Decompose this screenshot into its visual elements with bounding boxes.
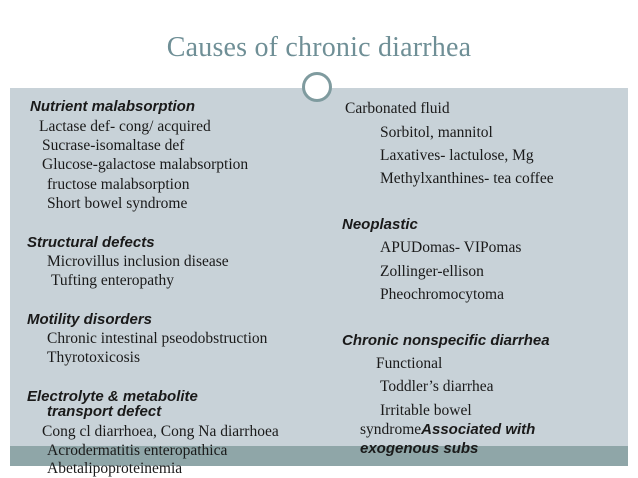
nonspecific-item: Functional: [376, 355, 443, 372]
electrolyte-item: Acrodermatitis enteropathica: [47, 442, 228, 459]
nutrient-item: Lactase def- cong/ acquired: [39, 118, 211, 135]
carbonated-item: Methylxanthines- tea coffee: [380, 170, 554, 187]
structural-item: Tufting enteropathy: [51, 272, 174, 289]
electrolyte-item: Cong cl diarrhoea, Cong Na diarrhoea: [42, 423, 279, 440]
carbonated-item: Sorbitol, mannitol: [380, 124, 493, 141]
electrolyte-heading-cont: transport defect: [47, 403, 162, 420]
circle-ornament-icon: [302, 72, 332, 102]
nonspecific-heading: Chronic nonspecific diarrhea: [342, 332, 550, 349]
syndrome-text: syndrome: [360, 421, 422, 438]
electrolyte-heading: Electrolyte & metabolite: [27, 388, 198, 405]
syndrome-line: [360, 421, 535, 439]
motility-heading: Motility disorders: [27, 311, 153, 328]
nutrient-item: Short bowel syndrome: [47, 195, 188, 212]
neoplastic-item: APUDomas- VIPomas: [380, 239, 522, 256]
neoplastic-heading: Neoplastic: [342, 216, 418, 233]
nonspecific-item: Toddler’s diarrhea: [380, 378, 494, 395]
nutrient-item: fructose malabsorption: [47, 176, 190, 193]
nonspecific-item: Irritable bowel: [380, 402, 472, 419]
nutrient-item: Glucose-galactose malabsorption: [42, 156, 249, 173]
nutrient-item: Sucrase-isomaltase def: [42, 137, 185, 154]
nutrient-heading: Nutrient malabsorption: [30, 98, 196, 115]
structural-item: Microvillus inclusion disease: [47, 253, 229, 270]
associated-text: Associated with: [421, 421, 536, 438]
electrolyte-item: Abetalipoproteinemia: [47, 460, 183, 477]
neoplastic-item: Zollinger-ellison: [380, 263, 484, 280]
exogenous-text: exogenous subs: [360, 440, 479, 457]
neoplastic-item: Pheochromocytoma: [380, 286, 504, 303]
carbonated-item: Laxatives- lactulose, Mg: [380, 147, 534, 164]
motility-item: Thyrotoxicosis: [47, 349, 140, 366]
slide-title: Causes of chronic diarrhea: [166, 32, 472, 63]
carbonated-label: Carbonated fluid: [345, 100, 450, 117]
motility-item: Chronic intestinal pseodobstruction: [47, 330, 268, 347]
structural-heading: Structural defects: [27, 234, 155, 251]
